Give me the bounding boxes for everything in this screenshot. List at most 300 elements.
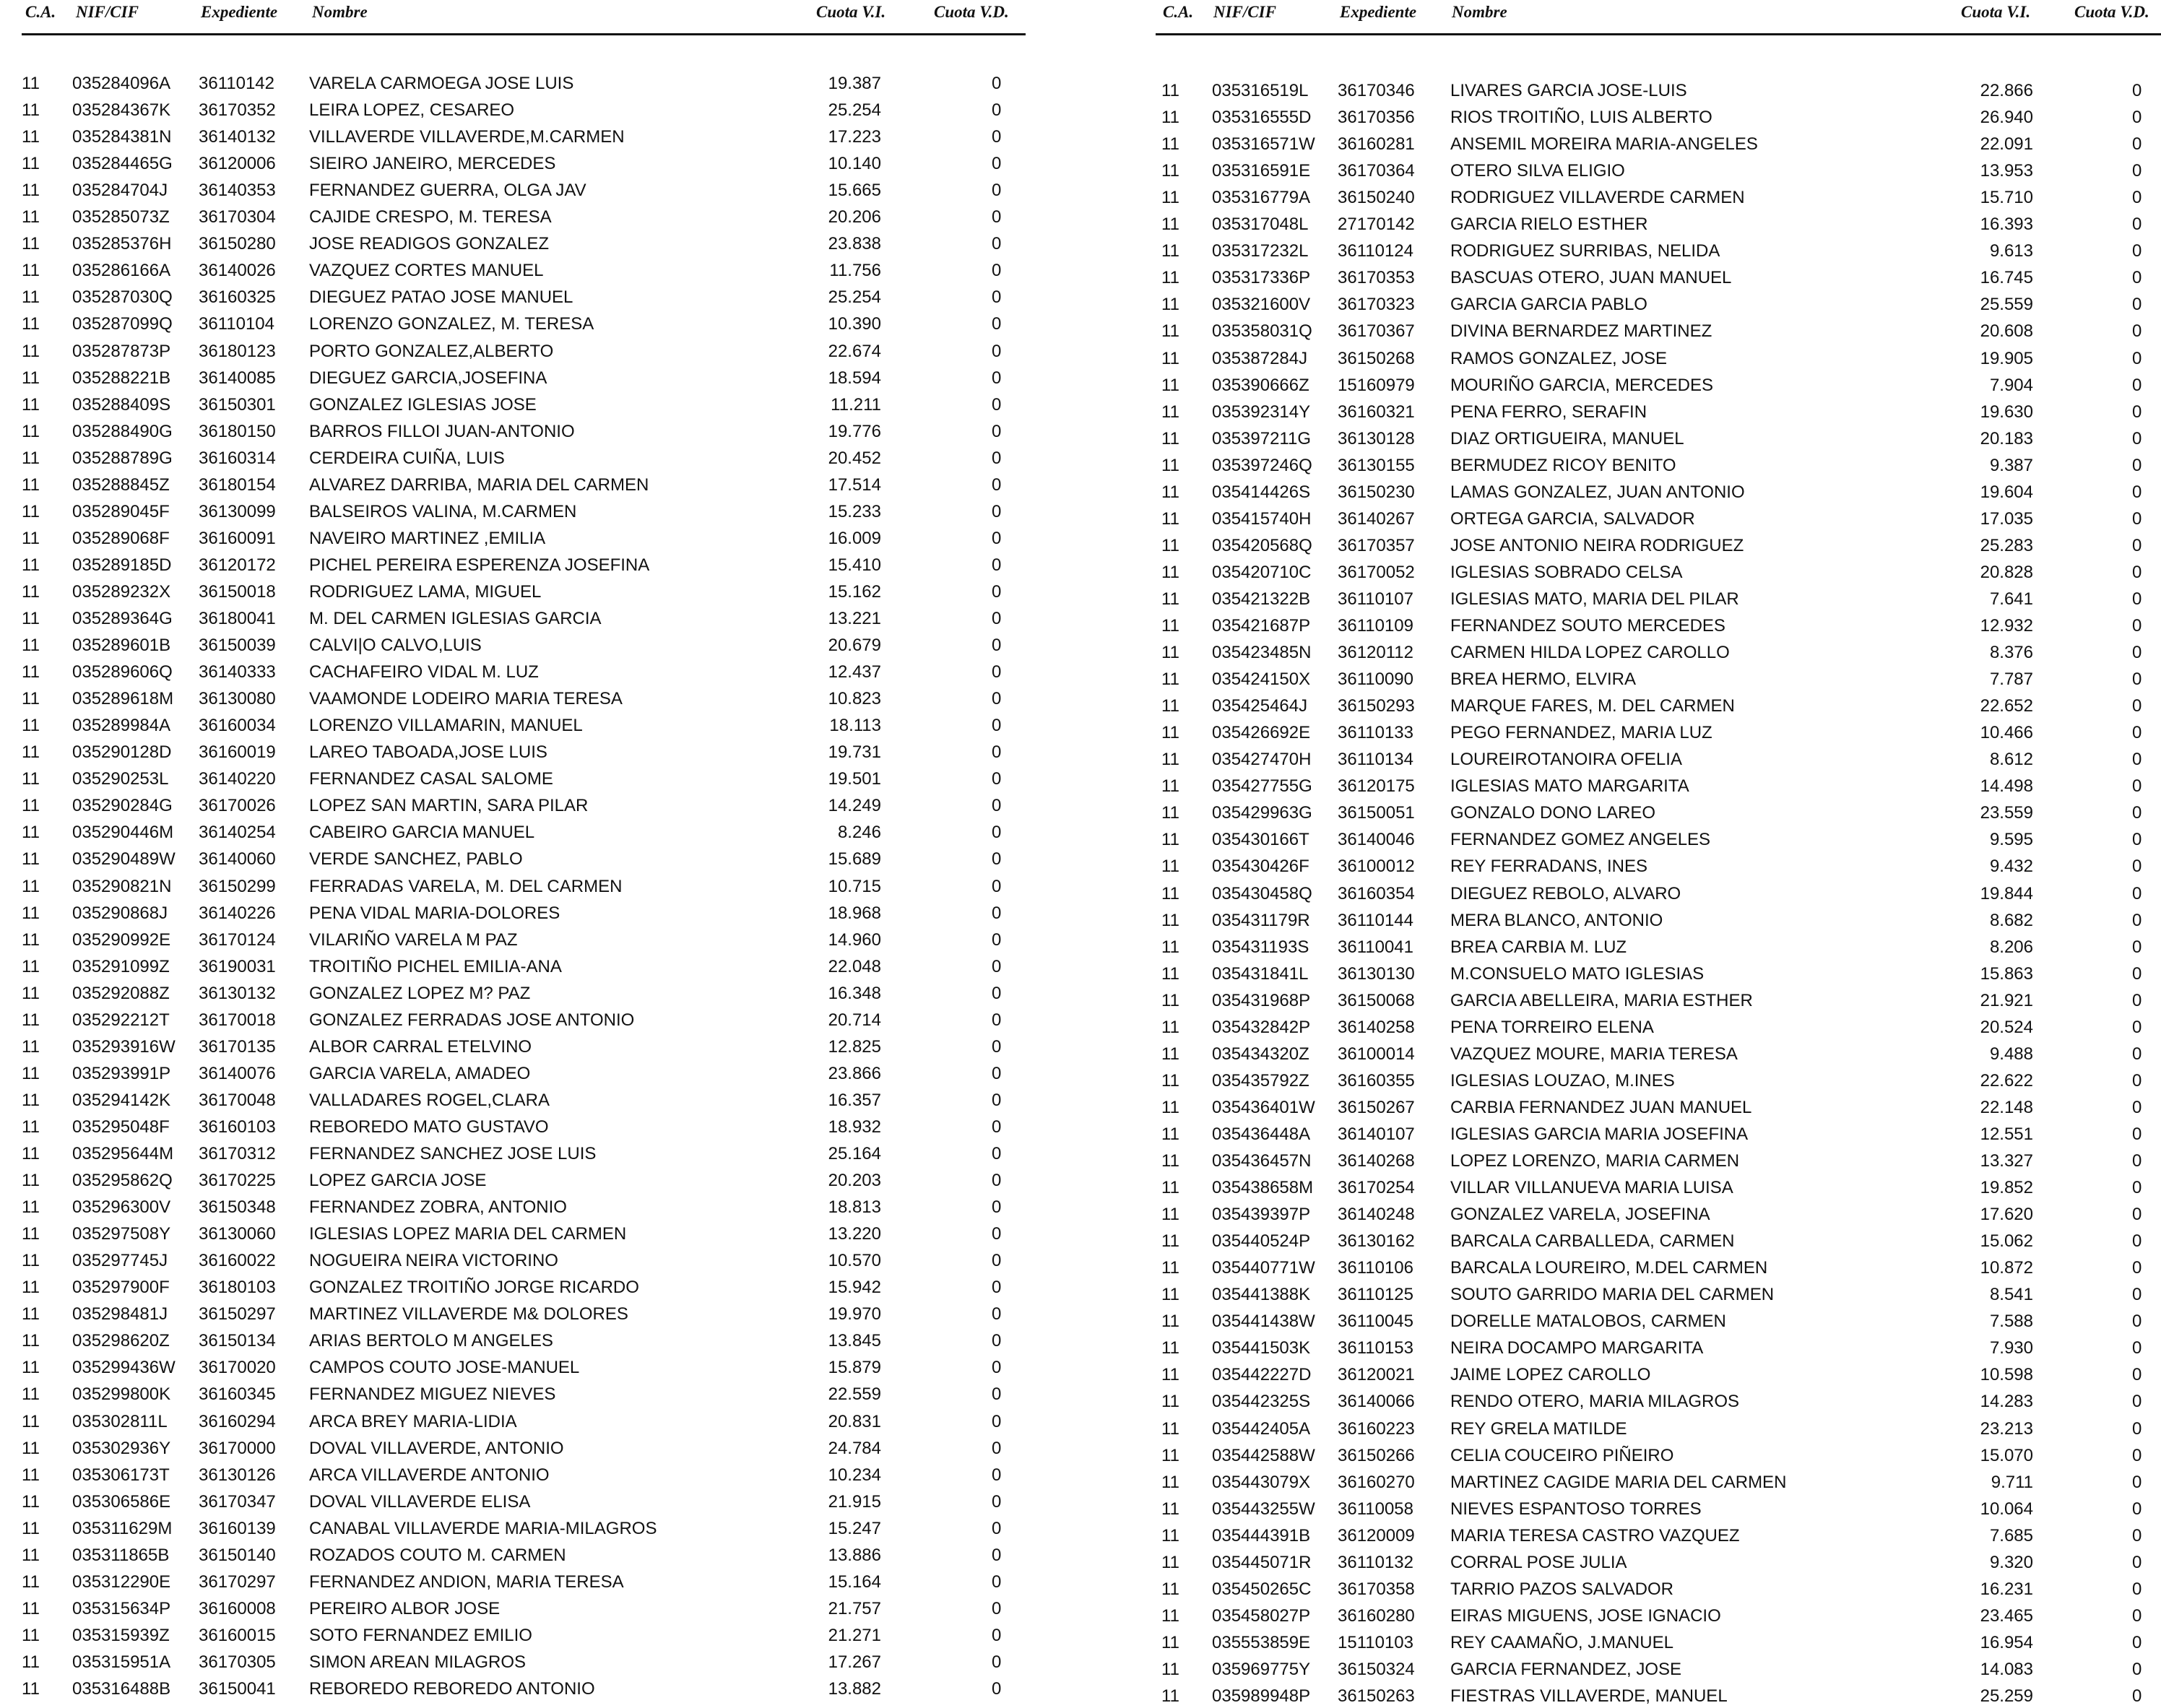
cell-expediente: 36120009 xyxy=(1338,1525,1415,1546)
cell-cuota-vd: 0 xyxy=(2132,482,2142,502)
cell-cuota-vd: 0 xyxy=(2132,1097,2142,1117)
cell-nif: 035443255W xyxy=(1212,1499,1315,1519)
cell-ca: 11 xyxy=(22,127,40,147)
cell-cuota-vi: 11.756 xyxy=(829,261,881,281)
cell-nombre: ORTEGA GARCIA, SALVADOR xyxy=(1450,508,1695,529)
cell-cuota-vi: 10.234 xyxy=(828,1465,881,1485)
cell-cuota-vi: 15.942 xyxy=(828,1278,881,1298)
cell-cuota-vd: 0 xyxy=(992,1572,1002,1592)
cell-cuota-vd: 0 xyxy=(2132,1285,2142,1305)
cell-cuota-vi: 15.070 xyxy=(1980,1445,2033,1465)
cell-expediente: 36120112 xyxy=(1338,643,1413,663)
table-row xyxy=(22,497,1026,524)
cell-ca: 11 xyxy=(22,742,40,763)
cell-ca: 11 xyxy=(1161,321,1179,342)
cell-nombre: FERNANDEZ ANDION, MARIA TERESA xyxy=(309,1572,624,1592)
cell-ca: 11 xyxy=(1161,696,1179,716)
table-row xyxy=(22,952,1026,979)
cell-cuota-vd: 0 xyxy=(992,207,1002,227)
cell-ca: 11 xyxy=(22,796,40,816)
cell-cuota-vd: 0 xyxy=(2132,937,2142,957)
cell-cuota-vd: 0 xyxy=(2132,134,2142,155)
cell-expediente: 36140076 xyxy=(199,1063,276,1083)
cell-ca: 11 xyxy=(1161,1097,1179,1117)
cell-nombre: REY GRELA MATILDE xyxy=(1450,1418,1627,1439)
cell-cuota-vi: 8.246 xyxy=(837,823,881,843)
cell-ca: 11 xyxy=(1161,830,1179,850)
cell-nif: 035434320Z xyxy=(1212,1044,1309,1064)
cell-ca: 11 xyxy=(22,1197,40,1218)
cell-expediente: 36110090 xyxy=(1338,669,1413,690)
cell-nif: 035430426F xyxy=(1212,857,1309,877)
cell-cuota-vi: 19.604 xyxy=(1980,482,2033,502)
table-row xyxy=(22,844,1026,871)
cell-cuota-vd: 0 xyxy=(2132,161,2142,181)
cell-expediente: 36150051 xyxy=(1338,803,1415,823)
cell-ca: 11 xyxy=(1161,134,1179,155)
cell-cuota-vd: 0 xyxy=(2132,1151,2142,1171)
cell-ca: 11 xyxy=(1161,1418,1179,1439)
cell-cuota-vd: 0 xyxy=(2132,589,2142,609)
cell-cuota-vi: 19.501 xyxy=(828,769,881,789)
cell-cuota-vi: 17.620 xyxy=(1980,1205,2033,1225)
cell-ca: 11 xyxy=(1161,643,1179,663)
cell-expediente: 36100012 xyxy=(1338,857,1415,877)
cell-cuota-vi: 8.206 xyxy=(1989,937,2033,957)
cell-cuota-vd: 0 xyxy=(992,876,1002,896)
cell-ca: 11 xyxy=(22,448,40,468)
cell-cuota-vd: 0 xyxy=(2132,1178,2142,1198)
table-row xyxy=(22,1594,1026,1621)
cell-cuota-vi: 9.432 xyxy=(1989,857,2033,877)
cell-cuota-vi: 12.825 xyxy=(828,1036,881,1057)
table-row xyxy=(22,1434,1026,1460)
table-row xyxy=(22,95,1026,122)
cell-expediente: 36150324 xyxy=(1338,1659,1415,1679)
table-row xyxy=(22,390,1026,417)
cell-ca: 11 xyxy=(22,581,40,602)
table-row xyxy=(1156,1333,2161,1360)
cell-expediente: 36170346 xyxy=(1338,81,1415,100)
cell-nombre: REBOREDO REBOREDO ANTONIO xyxy=(309,1679,595,1699)
cell-ca: 11 xyxy=(22,1010,40,1030)
cell-cuota-vd: 0 xyxy=(2132,643,2142,663)
cell-ca: 11 xyxy=(1161,589,1179,609)
cell-nombre: IGLESIAS MATO MARGARITA xyxy=(1450,776,1689,797)
cell-cuota-vi: 12.932 xyxy=(1980,616,2033,636)
cell-ca: 11 xyxy=(22,154,40,174)
cell-expediente: 36160345 xyxy=(199,1384,276,1405)
cell-cuota-vd: 0 xyxy=(992,127,1002,147)
cell-nombre: ALVAREZ DARRIBA, MARIA DEL CARMEN xyxy=(309,474,649,495)
cell-expediente: 36140226 xyxy=(199,903,276,923)
cell-cuota-vd: 0 xyxy=(2132,108,2142,128)
cell-ca: 11 xyxy=(1161,1365,1179,1385)
cell-nif: 035989948P xyxy=(1212,1686,1311,1706)
cell-nif: 035293991P xyxy=(72,1063,171,1083)
table-row xyxy=(1156,344,2161,370)
table-row xyxy=(1156,183,2161,209)
table-row xyxy=(22,1166,1026,1192)
table-row xyxy=(22,925,1026,952)
cell-cuota-vi: 7.904 xyxy=(1989,375,2033,395)
cell-cuota-vi: 25.283 xyxy=(1980,535,2033,555)
cell-ca: 11 xyxy=(22,1438,40,1458)
cell-nombre: VALLADARES ROGEL,CLARA xyxy=(309,1090,550,1110)
table-row xyxy=(1156,1360,2161,1387)
cell-cuota-vd: 0 xyxy=(992,823,1002,843)
cell-nombre: VILLAR VILLANUEVA MARIA LUISA xyxy=(1450,1178,1733,1198)
cell-nif: 035288789G xyxy=(72,448,173,468)
cell-cuota-vd: 0 xyxy=(992,341,1002,361)
cell-expediente: 36130099 xyxy=(199,501,276,521)
cell-nif: 035392314Y xyxy=(1212,402,1311,422)
cell-ca: 11 xyxy=(22,1144,40,1163)
cell-expediente: 36140085 xyxy=(199,368,276,388)
table-row xyxy=(1156,959,2161,986)
cell-nombre: ARIAS BERTOLO M ANGELES xyxy=(309,1331,553,1351)
cell-ca: 11 xyxy=(1161,1285,1179,1305)
table-row xyxy=(22,684,1026,711)
cell-nombre: GONZALEZ VARELA, JOSEFINA xyxy=(1450,1205,1710,1225)
cell-nif: 035298481J xyxy=(72,1304,168,1325)
cell-cuota-vi: 23.559 xyxy=(1980,803,2033,823)
cell-ca: 11 xyxy=(22,368,40,388)
cell-cuota-vi: 10.466 xyxy=(1980,723,2033,743)
cell-cuota-vd: 0 xyxy=(2132,1525,2142,1546)
cell-nombre: PENA TORREIRO ELENA xyxy=(1450,1017,1654,1037)
cell-cuota-vi: 15.062 xyxy=(1980,1231,2033,1252)
cell-nombre: IGLESIAS LOUZAO, M.INES xyxy=(1450,1070,1675,1091)
table-row xyxy=(22,657,1026,684)
table-row xyxy=(1156,558,2161,584)
cell-expediente: 36170000 xyxy=(199,1438,276,1458)
cell-nombre: GARCIA ABELLEIRA, MARIA ESTHER xyxy=(1450,990,1753,1010)
cell-nombre: GARCIA VARELA, AMADEO xyxy=(309,1063,531,1083)
cell-expediente: 36170357 xyxy=(1338,535,1415,555)
cell-cuota-vi: 20.183 xyxy=(1980,428,2033,448)
cell-nif: 035289045F xyxy=(72,501,170,521)
cell-cuota-vd: 0 xyxy=(992,1384,1002,1405)
cell-cuota-vi: 10.823 xyxy=(828,689,881,709)
cell-cuota-vd: 0 xyxy=(2132,241,2142,261)
cell-nombre: LEIRA LOPEZ, CESAREO xyxy=(309,100,515,121)
cell-expediente: 36170323 xyxy=(1338,295,1415,315)
cell-nombre: SOTO FERNANDEZ EMILIO xyxy=(309,1625,532,1645)
cell-ca: 11 xyxy=(22,287,40,308)
cell-cuota-vi: 19.852 xyxy=(1980,1178,2033,1198)
cell-nombre: NOGUEIRA NEIRA VICTORINO xyxy=(309,1251,558,1271)
cell-nif: 035289618M xyxy=(72,689,174,709)
cell-expediente: 36170052 xyxy=(1338,562,1415,582)
cell-nif: 035420568Q xyxy=(1212,535,1312,555)
cell-cuota-vi: 22.622 xyxy=(1980,1070,2033,1091)
cell-nombre: BARCALA LOUREIRO, M.DEL CARMEN xyxy=(1450,1258,1768,1278)
cell-cuota-vd: 0 xyxy=(992,394,1002,415)
cell-ca: 11 xyxy=(1161,1552,1179,1572)
cell-ca: 11 xyxy=(1161,1392,1179,1412)
cell-cuota-vd: 0 xyxy=(992,1144,1002,1163)
cell-ca: 11 xyxy=(1161,214,1179,235)
cell-nombre: ARCA BREY MARIA-LIDIA xyxy=(309,1411,517,1431)
cell-cuota-vi: 14.083 xyxy=(1980,1659,2033,1679)
cell-nif: 035289185D xyxy=(72,555,172,575)
cell-nif: 035430458Q xyxy=(1212,883,1312,903)
cell-expediente: 15110103 xyxy=(1338,1632,1413,1652)
cell-nombre: IGLESIAS GARCIA MARIA JOSEFINA xyxy=(1450,1124,1749,1144)
cell-expediente: 36150293 xyxy=(1338,696,1415,716)
cell-nif: 035421322B xyxy=(1212,589,1311,609)
cell-cuota-vi: 25.254 xyxy=(828,100,881,121)
table-row xyxy=(22,630,1026,657)
cell-expediente: 36110104 xyxy=(199,314,274,334)
cell-cuota-vd: 0 xyxy=(992,903,1002,923)
cell-expediente: 36110106 xyxy=(1338,1258,1413,1278)
cell-nombre: VILARIÑO VARELA M PAZ xyxy=(309,929,518,950)
cell-cuota-vd: 0 xyxy=(992,1518,1002,1538)
cell-cuota-vi: 7.641 xyxy=(1989,589,2033,609)
cell-nif: 035285376H xyxy=(72,234,172,254)
cell-nombre: VILLAVERDE VILLAVERDE,M.CARMEN xyxy=(309,127,625,147)
cell-nombre: BERMUDEZ RICOY BENITO xyxy=(1450,455,1676,475)
cell-expediente: 36110153 xyxy=(1338,1338,1413,1358)
cell-nombre: MARIA TERESA CASTRO VAZQUEZ xyxy=(1450,1525,1740,1546)
cell-nif: 035287873P xyxy=(72,341,171,361)
cell-cuota-vd: 0 xyxy=(2132,535,2142,555)
cell-expediente: 36140060 xyxy=(199,849,276,870)
table-row xyxy=(1156,451,2161,477)
table-row xyxy=(22,1407,1026,1434)
cell-expediente: 36110041 xyxy=(1338,937,1413,957)
cell-cuota-vd: 0 xyxy=(2132,1472,2142,1492)
cell-cuota-vi: 13.845 xyxy=(828,1331,881,1351)
cell-nombre: VARELA CARMOEGA JOSE LUIS xyxy=(309,74,574,93)
cell-cuota-vd: 0 xyxy=(992,1625,1002,1645)
table-row xyxy=(22,1299,1026,1326)
cell-expediente: 36160103 xyxy=(199,1117,276,1137)
cell-nif: 035290253L xyxy=(72,769,169,789)
cell-expediente: 36150263 xyxy=(1338,1686,1415,1706)
cell-nombre: FERNANDEZ GOMEZ ANGELES xyxy=(1450,830,1711,850)
cell-cuota-vd: 0 xyxy=(2132,1392,2142,1412)
cell-cuota-vi: 15.879 xyxy=(828,1358,881,1378)
cell-nombre: PENA VIDAL MARIA-DOLORES xyxy=(309,903,560,923)
cell-nif: 035424150X xyxy=(1212,669,1311,690)
header-nif: NIF/CIF xyxy=(1213,3,1276,21)
table-row xyxy=(22,1379,1026,1406)
cell-nif: 035431193S xyxy=(1212,937,1309,957)
cell-cuota-vi: 22.866 xyxy=(1980,81,2033,100)
cell-expediente: 36160355 xyxy=(1338,1070,1415,1091)
cell-nombre: RODRIGUEZ SURRIBAS, NELIDA xyxy=(1450,241,1720,261)
cell-nif: 035315951A xyxy=(72,1652,171,1672)
table-header xyxy=(1156,0,2161,35)
table-row xyxy=(22,337,1026,363)
table-row xyxy=(1156,290,2161,316)
cell-nombre: MARTINEZ CAGIDE MARIA DEL CARMEN xyxy=(1450,1472,1787,1492)
cell-nombre: NAVEIRO MARTINEZ ,EMILIA xyxy=(309,528,546,548)
cell-nombre: DIEGUEZ GARCIA,JOSEFINA xyxy=(309,368,547,388)
cell-expediente: 27170142 xyxy=(1338,214,1415,235)
cell-ca: 11 xyxy=(1161,723,1179,743)
cell-cuota-vd: 0 xyxy=(2132,402,2142,422)
cell-nif: 035297745J xyxy=(72,1251,168,1271)
table-row xyxy=(1156,1387,2161,1413)
cell-cuota-vi: 13.953 xyxy=(1980,161,2033,181)
cell-cuota-vd: 0 xyxy=(2132,963,2142,984)
cell-nombre: JAIME LOPEZ CAROLLO xyxy=(1450,1365,1651,1385)
cell-nombre: ARCA VILLAVERDE ANTONIO xyxy=(309,1465,550,1485)
cell-cuota-vd: 0 xyxy=(2132,268,2142,288)
cell-expediente: 36140254 xyxy=(199,823,276,843)
cell-nombre: FIESTRAS VILLAVERDE, MANUEL xyxy=(1450,1686,1728,1706)
table-row xyxy=(22,524,1026,550)
cell-expediente: 36170358 xyxy=(1338,1579,1415,1599)
table-row xyxy=(1156,129,2161,156)
cell-ca: 11 xyxy=(22,421,40,441)
table-row xyxy=(22,122,1026,149)
cell-cuota-vi: 17.223 xyxy=(828,127,881,147)
cell-ca: 11 xyxy=(1161,1525,1179,1546)
cell-nombre: NIEVES ESPANTOSO TORRES xyxy=(1450,1499,1702,1519)
cell-ca: 11 xyxy=(1161,348,1179,368)
cell-cuota-vi: 20.831 xyxy=(828,1411,881,1431)
cell-cuota-vi: 16.009 xyxy=(828,528,881,548)
table-row xyxy=(1156,1066,2161,1093)
cell-expediente: 36120006 xyxy=(199,154,276,174)
cell-ca: 11 xyxy=(22,609,40,628)
cell-cuota-vd: 0 xyxy=(2132,1579,2142,1599)
table-row xyxy=(1156,1093,2161,1119)
cell-cuota-vi: 9.711 xyxy=(1991,1472,2033,1492)
cell-nombre: BREA HERMO, ELVIRA xyxy=(1450,669,1636,690)
table-row xyxy=(1156,1681,2161,1708)
cell-nombre: IGLESIAS SOBRADO CELSA xyxy=(1450,562,1683,582)
cell-cuota-vi: 12.551 xyxy=(1980,1124,2033,1144)
cell-cuota-vd: 0 xyxy=(2132,1044,2142,1064)
cell-cuota-vi: 21.271 xyxy=(828,1625,881,1645)
table-row xyxy=(22,577,1026,604)
cell-cuota-vi: 20.203 xyxy=(828,1171,881,1191)
cell-nif: 035553859E xyxy=(1212,1632,1311,1652)
cell-nif: 035289984A xyxy=(72,716,171,736)
cell-nombre: FERNANDEZ MIGUEZ NIEVES xyxy=(309,1384,556,1405)
cell-cuota-vi: 17.514 xyxy=(828,474,881,495)
cell-ca: 11 xyxy=(22,528,40,548)
cell-cuota-vd: 0 xyxy=(992,1465,1002,1485)
cell-cuota-vd: 0 xyxy=(2132,1686,2142,1706)
cell-cuota-vd: 0 xyxy=(992,1278,1002,1298)
cell-nombre: MARQUE FARES, M. DEL CARMEN xyxy=(1450,696,1735,716)
cell-cuota-vd: 0 xyxy=(2132,375,2142,395)
cell-ca: 11 xyxy=(22,1518,40,1538)
table-row xyxy=(1156,1146,2161,1173)
cell-cuota-vi: 16.745 xyxy=(1980,268,2033,288)
cell-nombre: LORENZO VILLAMARIN, MANUEL xyxy=(309,716,583,736)
cell-cuota-vi: 22.048 xyxy=(828,956,881,976)
cell-nombre: FERRADAS VARELA, M. DEL CARMEN xyxy=(309,876,623,896)
cell-nif: 035387284J xyxy=(1212,348,1308,368)
cell-nif: 035414426S xyxy=(1212,482,1311,502)
cell-cuota-vd: 0 xyxy=(992,1063,1002,1083)
cell-nif: 035439397P xyxy=(1212,1205,1311,1225)
cell-nombre: GARCIA FERNANDEZ, JOSE xyxy=(1450,1659,1682,1679)
cell-ca: 11 xyxy=(22,1090,40,1110)
cell-ca: 11 xyxy=(1161,937,1179,957)
cell-nombre: TROITIÑO PICHEL EMILIA-ANA xyxy=(309,956,562,976)
cell-expediente: 36140066 xyxy=(1338,1392,1415,1412)
cell-cuota-vi: 20.828 xyxy=(1980,562,2033,582)
cell-ca: 11 xyxy=(1161,803,1179,823)
cell-expediente: 36110109 xyxy=(1338,616,1413,636)
cell-nombre: LORENZO GONZALEZ, M. TERESA xyxy=(309,314,594,334)
cell-nombre: GONZALEZ LOPEZ M? PAZ xyxy=(309,983,531,1003)
cell-nombre: VERDE SANCHEZ, PABLO xyxy=(309,849,523,870)
cell-cuota-vd: 0 xyxy=(992,956,1002,976)
cell-nif: 035312290E xyxy=(72,1572,171,1592)
cell-cuota-vd: 0 xyxy=(2132,1312,2142,1332)
cell-nif: 035284381N xyxy=(72,127,172,147)
cell-cuota-vd: 0 xyxy=(2132,1338,2142,1358)
cell-cuota-vd: 0 xyxy=(992,501,1002,521)
cell-cuota-vi: 10.570 xyxy=(828,1251,881,1271)
cell-ca: 11 xyxy=(1161,1178,1179,1198)
cell-cuota-vi: 25.254 xyxy=(828,287,881,308)
table-row xyxy=(22,282,1026,309)
cell-cuota-vd: 0 xyxy=(2132,616,2142,636)
cell-nif: 035316519L xyxy=(1212,81,1309,100)
cell-ca: 11 xyxy=(1161,1686,1179,1706)
cell-ca: 11 xyxy=(22,394,40,415)
table-row xyxy=(1156,1013,2161,1039)
cell-nombre: IGLESIAS MATO, MARIA DEL PILAR xyxy=(1450,589,1739,609)
cell-cuota-vi: 18.113 xyxy=(829,716,881,736)
table-row xyxy=(1156,397,2161,424)
cell-cuota-vi: 14.498 xyxy=(1980,776,2033,797)
cell-cuota-vd: 0 xyxy=(2132,188,2142,208)
cell-cuota-vi: 20.714 xyxy=(828,1010,881,1030)
cell-ca: 11 xyxy=(1161,108,1179,128)
table-row xyxy=(22,1005,1026,1032)
cell-cuota-vd: 0 xyxy=(2132,1205,2142,1225)
cell-nif: 035297508Y xyxy=(72,1224,171,1244)
cell-expediente: 36110133 xyxy=(1338,723,1413,743)
cell-expediente: 36140258 xyxy=(1338,1017,1415,1037)
table-row xyxy=(22,1139,1026,1166)
cell-cuota-vi: 15.863 xyxy=(1980,963,2033,984)
cell-nombre: VAAMONDE LODEIRO MARIA TERESA xyxy=(309,689,623,709)
cell-expediente: 36160022 xyxy=(199,1251,276,1271)
cell-ca: 11 xyxy=(22,1117,40,1137)
cell-ca: 11 xyxy=(22,689,40,709)
cell-cuota-vd: 0 xyxy=(2132,1499,2142,1519)
cell-cuota-vi: 15.164 xyxy=(828,1572,881,1592)
cell-cuota-vi: 19.844 xyxy=(1980,883,2033,903)
table-row xyxy=(1156,531,2161,558)
cell-nif: 035431968P xyxy=(1212,990,1311,1010)
table-row xyxy=(22,1621,1026,1647)
table-row xyxy=(22,1487,1026,1514)
cell-cuota-vd: 0 xyxy=(2132,214,2142,235)
table-row xyxy=(1156,424,2161,451)
cell-ca: 11 xyxy=(1161,1044,1179,1064)
table-row xyxy=(22,363,1026,390)
cell-cuota-vd: 0 xyxy=(992,1010,1002,1030)
cell-ca: 11 xyxy=(22,849,40,870)
table-row xyxy=(22,1460,1026,1487)
table-row xyxy=(1156,986,2161,1013)
cell-ca: 11 xyxy=(1161,188,1179,208)
